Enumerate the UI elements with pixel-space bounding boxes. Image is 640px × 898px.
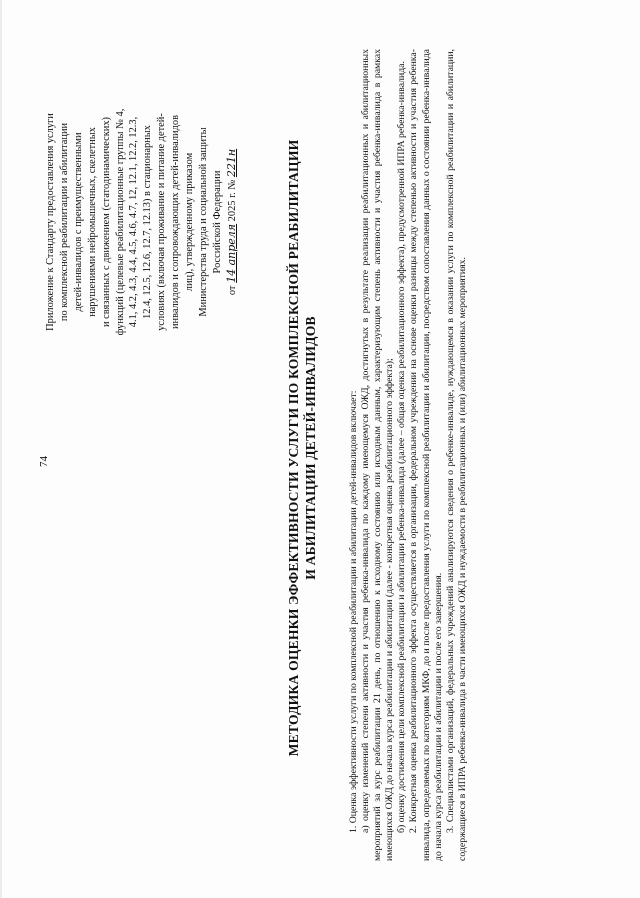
paragraph-3: 3. Специалистами организаций, федеральных учреждений анализируются сведения о ребенке-инвалиде, нуждающемся в оказании услуги по комплексной реабилитации и абилитации, содержащиеся в ИПРА ребенка-инвалида в части имеющихся ОЖД и нуждаемости в реабилитационных и (или) абилитационных мероприятиях. [444,49,468,861]
handwritten-date: 14 апреля [224,223,238,283]
appendix-line: детей-инвалидов с преимущественными [72,132,84,312]
paragraph-1b: б) оценку достижения цели комплексной реабилитации и абилитации ребенка-инвалида (далее – общая оценка реабилитационного эффекта), предусмотренной ИПРА ребенка-инвалида. [396,61,408,833]
document-body [348,49,469,861]
appendix-header [44,12,240,432]
appendix-line: инвалидов и сопровождающих детей-инвалидов [170,115,182,330]
appendix-line: Министерства труда и социальной защиты [197,127,209,317]
appendix-date-line [225,12,240,432]
paragraph-1: 1. Оценка эффективности услуги по комплексной реабилитации и абилитации детей-инвалидов включает: [348,390,359,833]
appendix-line: условиях (включая проживание и питание детей- [156,113,168,331]
date-prefix: от [226,285,238,296]
document-title [285,38,319,858]
appendix-line: функций (целевые реабилитационные группы № 4, [114,108,126,336]
appendix-line: и связанных с движением (статодинамических) [100,117,112,327]
paragraph-2: 2. Конкретная оценка реабилитационного эффекта осуществляется в организации, федеральном учреждении на основе оценки разницы между степенью активности и участия ребенка-инвалида, определяемых по категориям МКФ, до и после предоставления услуги по комплексной реабилитации и абилитации, посредством сопоставления данных о состоянии ребенка-инвалида до начала курса реабилитации и абилитации и после его завершения. [408,49,444,861]
page-number: 74 [38,456,50,467]
appendix-line: 4.1, 4.2, 4.3, 4.4, 4.5, 4.6, 4.7, 12, 12.1, 12.2, 12.3, [128,116,140,328]
paragraph-1a: а) оценку изменений степени активности и участия ребенка-инвалида по каждому имеющемуся ОЖД, достигнутых в результате реализации реабилитационных и абилитационных мероприятий за курс реабилитации 21 день, по отношению к исходному состоянию или исходным данным, характеризующим степень активности и участия ребенка-инвалида в рамках имеющихся ОЖД до начала курса реабилитации и абилитации (далее - конкретная оценка реабилитационного эффекта); [360,49,396,861]
appendix-line: лиц), утвержденному приказом [184,152,196,292]
appendix-line: 12.4, 12.5, 12.6, 12.7, 12.13) в стационарных [142,125,154,319]
appendix-line: Российской Федерации [211,170,223,274]
appendix-line: Приложение к Стандарту предоставления услуги [45,113,56,331]
title-line: И АБИЛИТАЦИИ ДЕТЕЙ-ИНВАЛИДОВ [303,316,318,580]
title-line: МЕТОДИКА ОЦЕНКИ ЭФФЕКТИВНОСТИ УСЛУГИ ПО КОМПЛЕКСНОЙ РЕАБИЛИТАЦИИ [286,139,301,757]
appendix-line: по комплексной реабилитации и абилитации [58,122,70,322]
date-year: 2025 г. № [226,179,238,222]
appendix-line: нарушениями нейромышечных, скелетных [86,127,98,317]
handwritten-order-number: 221н [224,148,238,178]
